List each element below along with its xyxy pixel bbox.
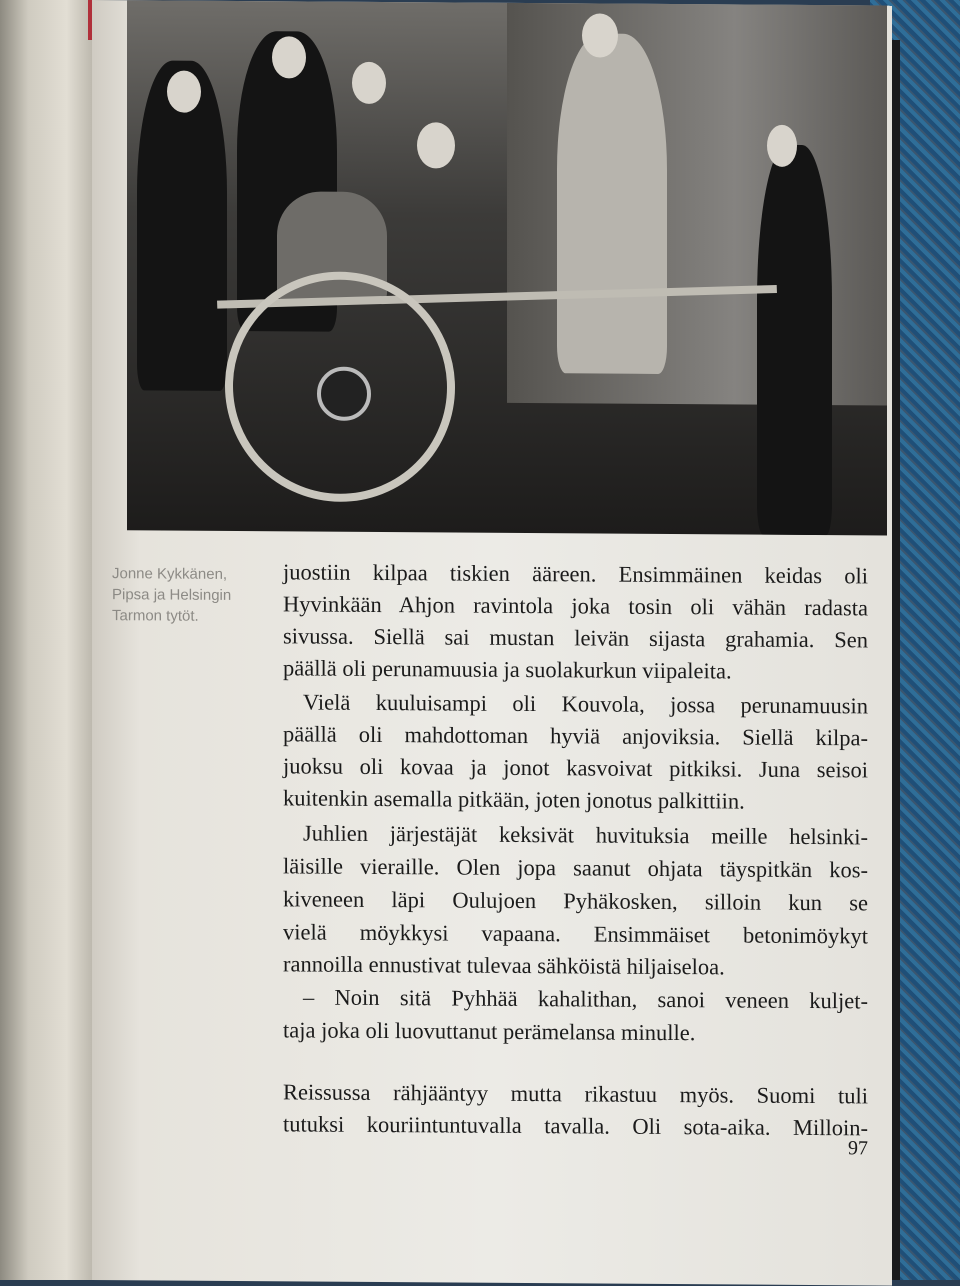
face [167, 71, 201, 113]
body-line: rannoilla ennustivat tulevaa sähköistä hiljaiseloa. [283, 951, 725, 980]
body-line: kuitenkin asemalla pitkään, joten jonotus palkittiin. [283, 785, 745, 814]
face [582, 13, 618, 57]
book-page [92, 0, 892, 1286]
photo-caption [112, 563, 231, 627]
body-line: päällä oli mahdottoman hyviä anjoviksia. Siellä kilpa- [283, 721, 868, 751]
face [352, 62, 386, 104]
body-line: Juhlien järjestäjät keksivät huvituksia meille helsinki- [303, 820, 868, 850]
body-line: – Noin sitä Pyhhää kahalithan, sanoi veneen kuljet- [303, 984, 868, 1014]
face [767, 125, 797, 167]
body-line: tutuksi kouriintuntuvalla tavalla. Oli sota-aika. Milloin- [283, 1111, 868, 1141]
face [417, 122, 455, 168]
body-line: läisille vieraille. Olen jopa saanut ohjata täyspitkän kos- [283, 853, 868, 883]
caption-line: Tarmon tytöt. [112, 607, 199, 625]
body-line: kiveneen läpi Oulujoen Pyhäkosken, silloin kun se [283, 886, 868, 916]
page-number: 97 [848, 1137, 868, 1160]
person [757, 145, 832, 536]
body-line: vielä möykkysi vapaana. Ensimmäiset betonimöykyt [283, 919, 868, 949]
body-line: päällä oli perunamuusia ja suolakurkun viipaleita. [283, 655, 732, 684]
historical-photo [127, 0, 887, 535]
body-line: juoksu oli kovaa ja jonot kasvoivat pitkiksi. Juna seisoi [283, 753, 868, 783]
body-line: sivussa. Siellä sai mustan leivän sijasta grahamia. Sen [283, 623, 868, 653]
person [557, 33, 667, 374]
left-page-edge [0, 0, 95, 1280]
wheel-hub [317, 367, 371, 421]
body-line: taja joka oli luovuttanut perämelansa minulle. [283, 1017, 696, 1046]
caption-line: Pipsa ja Helsingin [112, 586, 232, 604]
body-line: Reissussa rähjääntyy mutta rikastuu myös. Suomi tuli [283, 1079, 868, 1109]
body-line: Hyvinkään Ahjon ravintola joka tosin oli vähän radasta [283, 591, 868, 621]
caption-line: Jonne Kykkänen, [112, 565, 228, 583]
body-line: juostiin kilpaa tiskien ääreen. Ensimmäinen keidas oli [283, 559, 868, 589]
body-line: Vielä kuuluisampi oli Kouvola, jossa perunamuusin [303, 689, 868, 719]
face [272, 36, 306, 78]
